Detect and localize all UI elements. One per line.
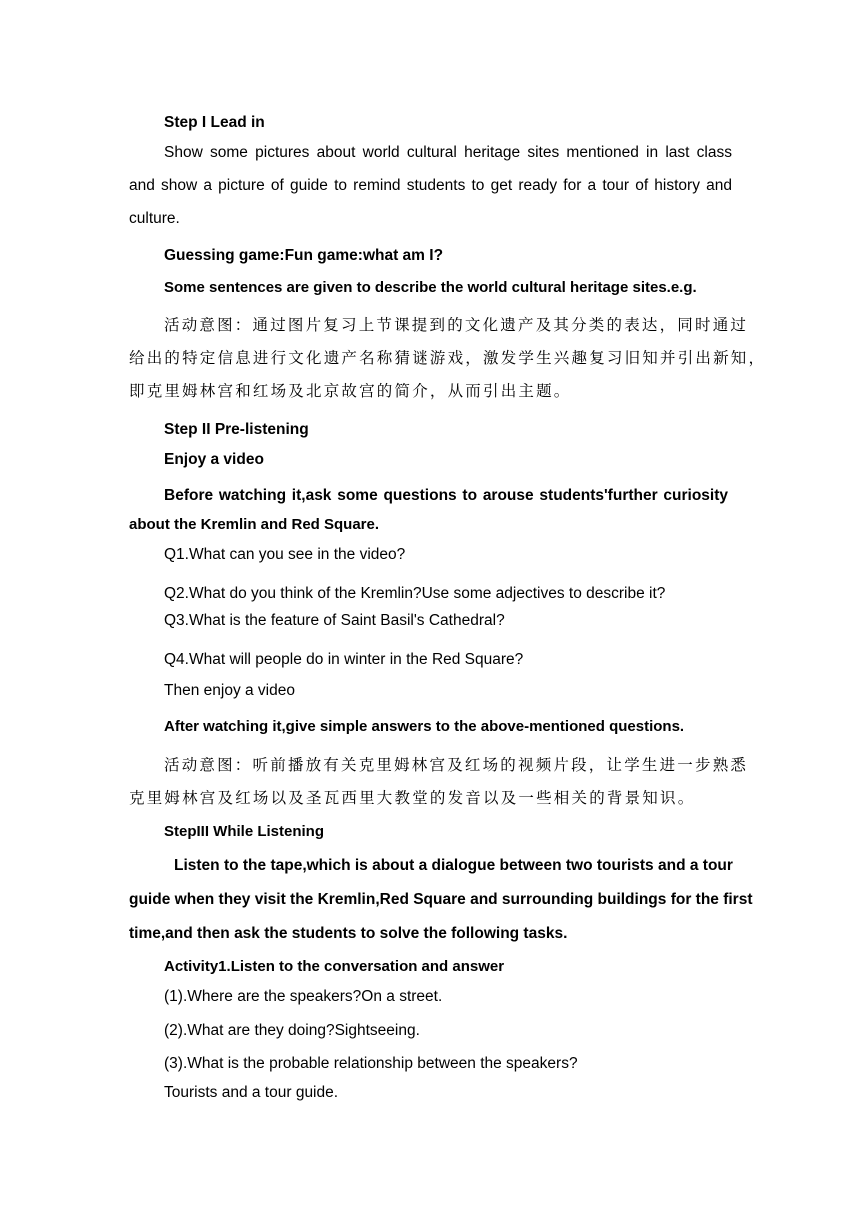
paragraph-line: culture.: [129, 210, 180, 227]
bold-line: time,and then ask the students to solve the following tasks.: [129, 925, 568, 942]
paragraph-line: Then enjoy a video: [164, 682, 295, 699]
answer-line: Tourists and a tour guide.: [164, 1084, 339, 1101]
bold-line: guide when they visit the Kremlin,Red Square and surrounding buildings for the first: [129, 891, 753, 908]
bold-line: about the Kremlin and Red Square.: [129, 516, 380, 533]
heading-step-2: Step II Pre-listening: [164, 421, 309, 438]
question-line: Q3.What is the feature of Saint Basil's Cathedral?: [164, 612, 505, 629]
chinese-intent-line: 克里姆林宫及红场以及圣瓦西里大教堂的发音以及一些相关的背景知识。: [129, 789, 696, 807]
paragraph-line: Show some pictures about world cultural heritage sites mentioned in last class: [164, 144, 732, 161]
chinese-intent-line: 给出的特定信息进行文化遗产名称猜谜游戏，激发学生兴趣复习旧知并引出新知，: [129, 349, 767, 367]
bold-line: Listen to the tape,which is about a dialogue between two tourists and a tour: [174, 857, 733, 874]
chinese-intent-line: 活动意图：通过图片复习上节课提到的文化遗产及其分类的表达，同时通过: [164, 316, 749, 334]
heading-step-3: StepIII While Listening: [164, 823, 325, 840]
question-line: Q4.What will people do in winter in the Red Square?: [164, 651, 524, 668]
heading-step-1: Step I Lead in: [164, 114, 265, 131]
paragraph-line: and show a picture of guide to remind students to get ready for a tour of history and: [129, 177, 732, 194]
question-line: Q2.What do you think of the Kremlin?Use some adjectives to describe it?: [164, 585, 666, 602]
guessing-game-heading: Guessing game:Fun game:what am I?: [164, 247, 444, 264]
answer-line: (1).Where are the speakers?On a street.: [164, 988, 443, 1005]
bold-line: Some sentences are given to describe the world cultural heritage sites.e.g.: [164, 279, 697, 296]
question-line: Q1.What can you see in the video?: [164, 546, 406, 563]
chinese-intent-line: 即克里姆林宫和红场及北京故宫的简介，从而引出主题。: [129, 382, 572, 400]
bold-line: Before watching it,ask some questions to arouse students'further curiosity: [164, 487, 728, 504]
answer-line: (3).What is the probable relationship between the speakers?: [164, 1055, 578, 1072]
chinese-intent-line: 活动意图：听前播放有关克里姆林宫及红场的视频片段，让学生进一步熟悉: [164, 756, 749, 774]
activity-heading: Activity1.Listen to the conversation and answer: [164, 958, 505, 975]
subheading-video: Enjoy a video: [164, 451, 264, 468]
bold-line: After watching it,give simple answers to the above-mentioned questions.: [164, 718, 685, 735]
answer-line: (2).What are they doing?Sightseeing.: [164, 1022, 420, 1039]
